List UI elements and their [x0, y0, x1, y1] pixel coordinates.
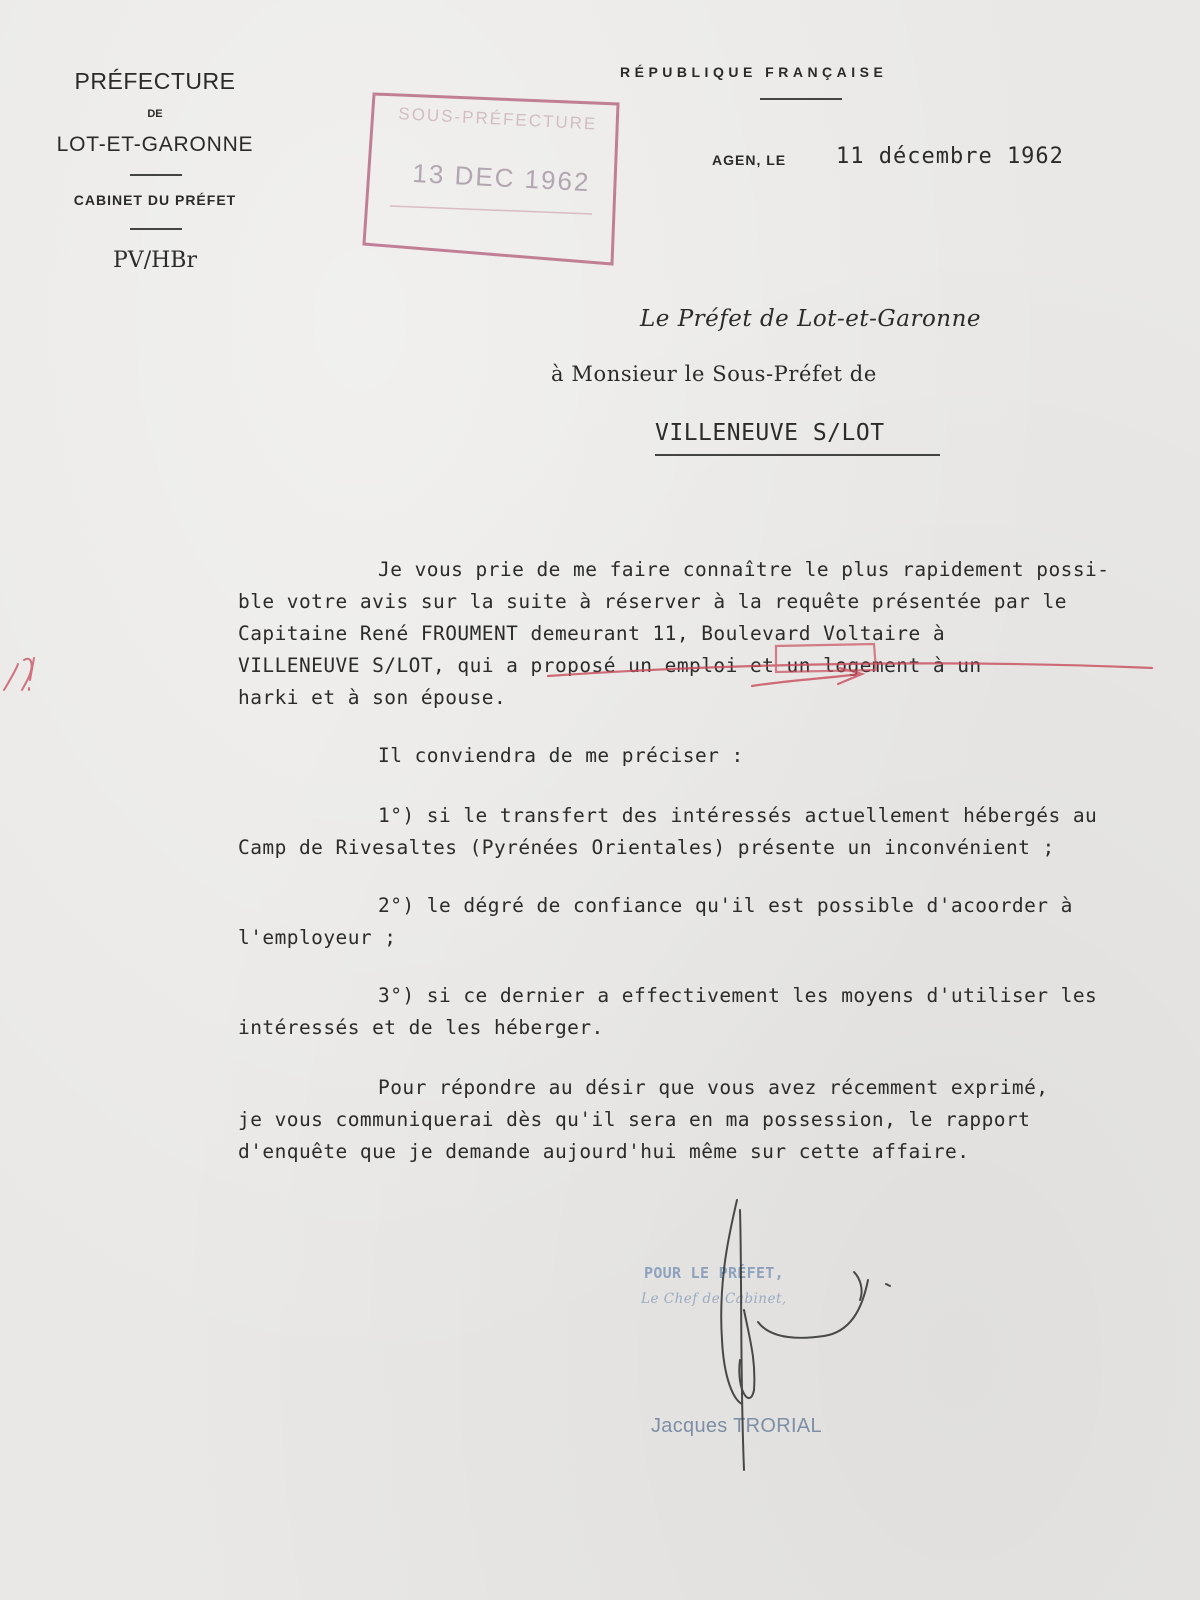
prefecture-de: DE	[147, 108, 163, 120]
body-line: Capitaine René FROUMENT demeurant 11, Boulevard Voltaire à	[238, 622, 946, 645]
signatory-name: Jacques TRORIAL	[651, 1415, 822, 1437]
handwritten-signature	[700, 1190, 920, 1490]
letterhead-divider	[130, 228, 182, 230]
body-line: harki et à son épouse.	[238, 686, 507, 709]
body-line: 1°) si le transfert des intéressés actuellement hébergés au	[378, 804, 1098, 827]
letterhead-divider	[130, 174, 182, 176]
body-line: Il conviendra de me préciser :	[378, 744, 744, 767]
prefecture-title: PRÉFECTURE	[74, 68, 236, 94]
city-underline	[655, 454, 940, 456]
body-line: ble votre avis sur la suite à réserver à la requête présentée par le	[238, 590, 1067, 613]
signature-title: Le Chef de Cabinet,	[641, 1291, 787, 1307]
department-name: LOT-ET-GARONNE	[56, 133, 254, 156]
stamp-line: SOUS-PRÉFECTURE	[397, 104, 598, 134]
body-line: Pour répondre au désir que vous avez récemment exprimé,	[378, 1076, 1049, 1099]
place-label: AGEN, LE	[712, 152, 787, 168]
recipient-line: à Monsieur le Sous-Préfet de	[551, 362, 877, 386]
margin-annotation	[0, 640, 50, 720]
reference-code: PV/HBr	[113, 248, 197, 273]
signature-pour-line: POUR LE PRÉFET,	[644, 1264, 784, 1282]
letter-date: 11 décembre 1962	[836, 144, 1064, 169]
republic-divider	[760, 98, 842, 100]
body-line: Camp de Rivesaltes (Pyrénées Orientales) présente un inconvénient ;	[238, 836, 1055, 859]
body-line: l'employeur ;	[238, 926, 397, 949]
sender-line: Le Préfet de Lot-et-Garonne	[640, 306, 982, 332]
body-line: 3°) si ce dernier a effectivement les moyens d'utiliser les	[378, 984, 1098, 1007]
cabinet-label: CABINET DU PRÉFET	[73, 192, 237, 208]
body-line: 2°) le dégré de confiance qu'il est possible d'acoorder à	[378, 894, 1073, 917]
republic-heading: RÉPUBLIQUE FRANÇAISE	[620, 64, 888, 80]
body-line: VILLENEUVE S/LOT, qui a proposé un emploi et un logement à un	[238, 654, 982, 677]
stamp-date: 13 DEC 1962	[411, 157, 592, 198]
body-line: Je vous prie de me faire connaître le plus rapidement possi-	[378, 558, 1110, 581]
body-line: je vous communiquerai dès qu'il sera en ma possession, le rapport	[238, 1108, 1031, 1131]
recipient-city: VILLENEUVE S/LOT	[655, 420, 885, 446]
received-stamp	[360, 88, 622, 268]
red-annotation-underline	[540, 636, 1160, 696]
body-line: intéressés et de les héberger.	[238, 1016, 604, 1039]
body-line: d'enquête que je demande aujourd'hui même sur cette affaire.	[238, 1140, 970, 1163]
